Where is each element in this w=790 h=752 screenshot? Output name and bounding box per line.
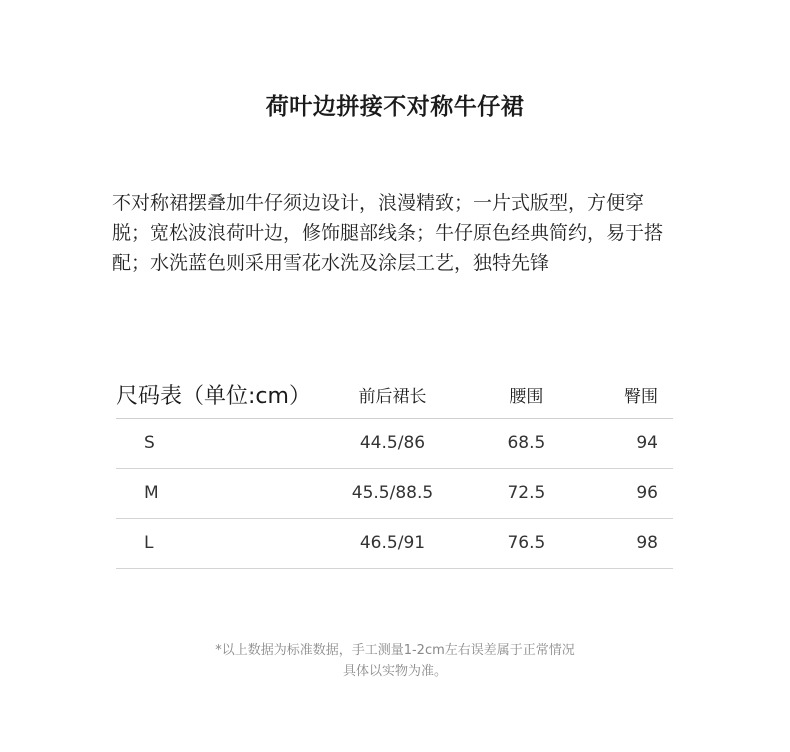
table-row: [116, 518, 673, 568]
skirt-length-value: 44.5/86: [359, 433, 426, 453]
product-description: 不对称裙摆叠加牛仔须边设计，浪漫精致；一片式版型，方便穿脱；宽松波浪荷叶边，修饰腿部线条；牛仔原色经典简约，易于搭配；水洗蓝色则采用雪花水洗及涂层工艺，独特先锋: [112, 192, 664, 274]
skirt-length-value: 45.5/88.5: [351, 483, 434, 503]
product-title: 荷叶边拼接不对称牛仔裙: [265, 94, 525, 120]
size-label: L: [144, 533, 154, 553]
measurement-note-line-2: 具体以实物为准。: [342, 664, 447, 679]
header-skirt-length: 前后裙长: [358, 387, 427, 408]
measurement-note-line-1: *以上数据为标准数据，手工测量1-2cm左右误差属于正常情况: [215, 643, 575, 658]
hip-value: 96: [636, 483, 658, 503]
waist-value: 68.5: [507, 433, 546, 453]
header-hip: 臀围: [624, 387, 658, 408]
table-row: [116, 468, 673, 518]
waist-value: 76.5: [507, 533, 546, 553]
size-chart-title: 尺码表（单位:cm）: [116, 384, 311, 410]
size-label: S: [144, 433, 155, 453]
size-label: M: [144, 483, 159, 503]
hip-value: 98: [636, 533, 658, 553]
measurement-note: [0, 640, 790, 682]
size-chart-header-row: [116, 372, 673, 418]
waist-value: 72.5: [507, 483, 546, 503]
table-row: [116, 418, 673, 468]
hip-value: 94: [636, 433, 658, 453]
size-chart-table: [116, 372, 673, 569]
skirt-length-value: 46.5/91: [359, 533, 426, 553]
header-waist: 腰围: [509, 387, 544, 408]
